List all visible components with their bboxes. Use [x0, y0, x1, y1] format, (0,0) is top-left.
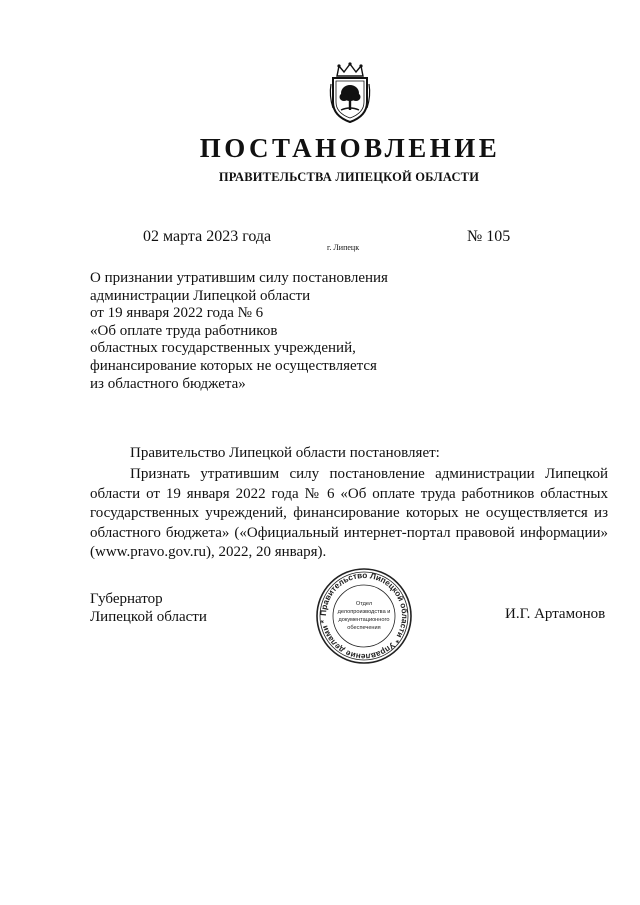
stamp-center-text: Отдел — [355, 601, 373, 607]
svg-text:Правительство Липецкой области — [319, 571, 410, 661]
subject-line: администрации Липецкой области — [90, 287, 311, 304]
stamp-center-text: обеспечения — [347, 625, 381, 631]
resolution-body: Признать утратившим силу постановление администрации Липецкой области от 19 января 2022 года № 6 «Об оплате труда работников областных государственных учреждений, финансирование которых не осуществляется из областного бюджета» («Официальный интернет-портал правовой информации» (www.pravo.gov.ru), 2022, 20 января). — [90, 466, 608, 560]
subject-line: О признании утратившим силу постановления — [90, 270, 388, 286]
document-type-title: ПОСТАНОВЛЕНИЕ — [199, 133, 501, 163]
signer-title-line: Губернатор — [90, 591, 163, 607]
signer-title — [90, 590, 207, 626]
subject-line: финансирование которых не осуществляется — [90, 357, 377, 374]
subject-line: «Об оплате труда работников — [90, 322, 278, 339]
subject-line: из областного бюджета» — [90, 375, 246, 392]
document-number: № 105 — [467, 228, 511, 245]
stamp-center-text: документационного — [338, 617, 390, 623]
preamble-text: Правительство Липецкой области постановляет: — [130, 445, 440, 461]
document-date: 02 марта 2023 года — [143, 228, 272, 245]
coat-of-arms-icon — [327, 62, 373, 124]
document-city: г. Липецк — [327, 243, 360, 252]
official-stamp — [314, 566, 414, 666]
stamp-ring-text: Правительство Липецкой области * Управление делами * — [318, 570, 410, 662]
subject-line: от 19 января 2022 года № 6 — [90, 305, 264, 322]
document-subject — [90, 270, 410, 393]
stamp-center-text: делопроизводства и — [337, 609, 391, 615]
signer-title-line: Липецкой области — [90, 609, 207, 625]
issuer-subtitle: ПРАВИТЕЛЬСТВА ЛИПЕЦКОЙ ОБЛАСТИ — [218, 170, 480, 184]
signer-name: И.Г. Артамонов — [505, 606, 606, 622]
subject-line: областных государственных учреждений, — [90, 340, 356, 357]
